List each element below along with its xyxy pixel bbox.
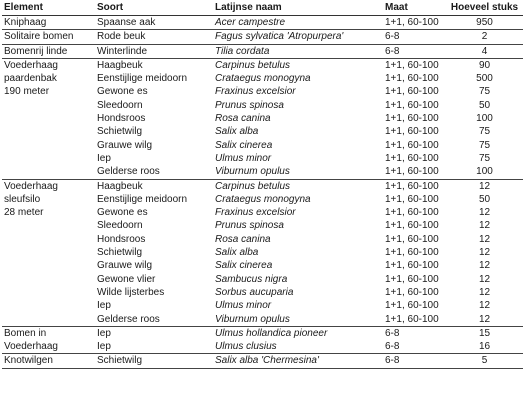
maat-cell: 1+1, 60-100	[385, 300, 439, 312]
latin-name-cell: Prunus spinosa	[215, 220, 284, 232]
maat-cell: 1+1, 60-100	[385, 286, 439, 298]
maat-cell: 1+1, 60-100	[385, 180, 439, 192]
maat-cell: 1+1, 60-100	[385, 220, 439, 232]
quantity-cell: 500	[476, 73, 493, 85]
table-row	[2, 354, 523, 368]
maat-cell: 1+1, 60-100	[385, 113, 439, 125]
quantity-cell: 50	[478, 99, 491, 111]
element-cell: Knotwilgen	[4, 355, 53, 367]
soort-cell: Hondsroos	[97, 113, 146, 125]
quantity-cell: 16	[478, 341, 491, 353]
latin-name-cell: Salix alba 'Chermesina'	[215, 355, 319, 367]
soort-cell: Gewone es	[97, 207, 148, 219]
soort-cell: Gewone vlier	[97, 273, 156, 285]
quantity-cell: 12	[478, 260, 491, 272]
soort-cell: Haagbeuk	[97, 59, 143, 71]
maat-cell: 1+1, 60-100	[385, 73, 439, 85]
latin-name-cell: Viburnum opulus	[215, 166, 290, 178]
soort-cell: Hondsroos	[97, 233, 146, 245]
header-quantity: Hoeveel stuks	[450, 2, 519, 13]
quantity-cell: 12	[478, 220, 491, 232]
latin-name-cell: Crataegus monogyna	[215, 73, 311, 85]
maat-cell: 1+1, 60-100	[385, 273, 439, 285]
quantity-cell: 100	[476, 113, 493, 125]
soort-cell: Iep	[97, 327, 111, 339]
latin-name-cell: Carpinus betulus	[215, 59, 291, 71]
latin-name-cell: Salix alba	[215, 126, 259, 138]
quantity-cell: 75	[478, 86, 491, 98]
latin-name-cell: Salix alba	[215, 247, 259, 259]
header-maat: Maat	[385, 2, 408, 13]
maat-cell: 6-8	[385, 327, 400, 339]
latin-name-cell: Ulmus clusius	[215, 341, 277, 353]
latin-name-cell: Rosa canina	[215, 233, 271, 245]
maat-cell: 1+1, 60-100	[385, 17, 439, 28]
header-element: Element	[4, 2, 43, 13]
element-cell: Bomen in Voederhaag	[4, 327, 58, 353]
quantity-cell: 12	[478, 313, 491, 325]
table-group	[2, 354, 523, 368]
element-cell: Bomenrij linde	[4, 45, 68, 57]
soort-cell: Eenstijlige meidoorn	[97, 73, 188, 85]
maat-cell: 1+1, 60-100	[385, 313, 439, 325]
quantity-cell: 75	[478, 152, 491, 164]
quantity-cell: 2	[481, 31, 488, 43]
latin-name-cell: Ulmus hollandica pioneer	[215, 327, 328, 339]
quantity-cell: 50	[478, 193, 491, 205]
latin-name-cell: Fraxinus excelsior	[215, 207, 296, 219]
element-cell: Kniphaag	[4, 17, 47, 28]
element-cell: Voederhaag paardenbak 190 meter	[4, 59, 58, 98]
quantity-cell: 75	[478, 139, 491, 151]
soort-cell: Iep	[97, 152, 111, 164]
maat-cell: 1+1, 60-100	[385, 99, 439, 111]
latin-name-cell: Crataegus monogyna	[215, 193, 311, 205]
maat-cell: 6-8	[385, 341, 400, 353]
soort-cell: Eenstijlige meidoorn	[97, 193, 188, 205]
soort-cell: Rode beuk	[97, 31, 146, 43]
soort-cell: Iep	[97, 300, 111, 312]
soort-cell: Haagbeuk	[97, 180, 143, 192]
soort-cell: Schietwilg	[97, 247, 143, 259]
latin-name-cell: Rosa canina	[215, 113, 271, 125]
maat-cell: 6-8	[385, 355, 400, 367]
maat-cell: 1+1, 60-100	[385, 247, 439, 259]
maat-cell: 1+1, 60-100	[385, 139, 439, 151]
maat-cell: 1+1, 60-100	[385, 193, 439, 205]
table-group	[2, 30, 523, 44]
quantity-cell: 950	[476, 17, 493, 28]
maat-cell: 1+1, 60-100	[385, 152, 439, 164]
table-group	[2, 58, 523, 179]
quantity-cell: 4	[481, 45, 488, 57]
latin-name-cell: Salix cinerea	[215, 139, 273, 151]
quantity-cell: 12	[478, 233, 491, 245]
latin-name-cell: Acer campestre	[215, 17, 286, 28]
header-latin-name: Latijnse naam	[215, 2, 282, 13]
quantity-cell: 12	[478, 286, 491, 298]
latin-name-cell: Salix cinerea	[215, 260, 273, 272]
latin-name-cell: Ulmus minor	[215, 300, 272, 312]
table-row	[2, 179, 523, 193]
maat-cell: 1+1, 60-100	[385, 59, 439, 71]
quantity-cell: 12	[478, 247, 491, 259]
table-row	[2, 326, 523, 340]
table-group	[2, 16, 523, 30]
table-group	[2, 179, 523, 326]
table-group	[2, 44, 523, 58]
table-row	[2, 58, 523, 72]
latin-name-cell: Fagus sylvatica 'Atropurpera'	[215, 31, 344, 43]
quantity-cell: 12	[478, 180, 491, 192]
quantity-cell: 90	[478, 59, 491, 71]
element-cell: Solitaire bomen	[4, 31, 74, 43]
quantity-cell: 12	[478, 273, 491, 285]
maat-cell: 1+1, 60-100	[385, 126, 439, 138]
soort-cell: Spaanse aak	[97, 17, 156, 28]
latin-name-cell: Viburnum opulus	[215, 313, 290, 325]
quantity-cell: 12	[478, 300, 491, 312]
quantity-cell: 100	[476, 166, 493, 178]
soort-cell: Sleedoorn	[97, 99, 143, 111]
maat-cell: 1+1, 60-100	[385, 260, 439, 272]
table-row	[2, 44, 523, 58]
table-group	[2, 326, 523, 354]
soort-cell: Gelderse roos	[97, 166, 160, 178]
maat-cell: 6-8	[385, 45, 400, 57]
soort-cell: Grauwe wilg	[97, 139, 153, 151]
element-cell: Voederhaag sleufsilo 28 meter	[4, 180, 58, 219]
planting-table	[2, 1, 523, 369]
table-header	[2, 1, 523, 16]
maat-cell: 6-8	[385, 31, 400, 43]
quantity-cell: 12	[478, 207, 491, 219]
quantity-cell: 75	[478, 126, 491, 138]
maat-cell: 1+1, 60-100	[385, 166, 439, 178]
soort-cell: Grauwe wilg	[97, 260, 153, 272]
maat-cell: 1+1, 60-100	[385, 207, 439, 219]
quantity-cell: 5	[481, 355, 488, 367]
table-row	[2, 30, 523, 44]
soort-cell: Sleedoorn	[97, 220, 143, 232]
header-soort: Soort	[97, 2, 124, 13]
table-row	[2, 16, 523, 30]
latin-name-cell: Prunus spinosa	[215, 99, 284, 111]
latin-name-cell: Tilia cordata	[215, 45, 270, 57]
maat-cell: 1+1, 60-100	[385, 233, 439, 245]
latin-name-cell: Ulmus minor	[215, 152, 272, 164]
soort-cell: Gelderse roos	[97, 313, 160, 325]
soort-cell: Wilde lijsterbes	[97, 286, 165, 298]
latin-name-cell: Sorbus aucuparia	[215, 286, 294, 298]
header-row	[2, 1, 523, 16]
soort-cell: Schietwilg	[97, 355, 143, 367]
soort-cell: Iep	[97, 341, 111, 353]
soort-cell: Schietwilg	[97, 126, 143, 138]
latin-name-cell: Sambucus nigra	[215, 273, 288, 285]
maat-cell: 1+1, 60-100	[385, 86, 439, 98]
quantity-cell: 15	[478, 327, 491, 339]
soort-cell: Gewone es	[97, 86, 148, 98]
latin-name-cell: Fraxinus excelsior	[215, 86, 296, 98]
soort-cell: Winterlinde	[97, 45, 148, 57]
latin-name-cell: Carpinus betulus	[215, 180, 291, 192]
